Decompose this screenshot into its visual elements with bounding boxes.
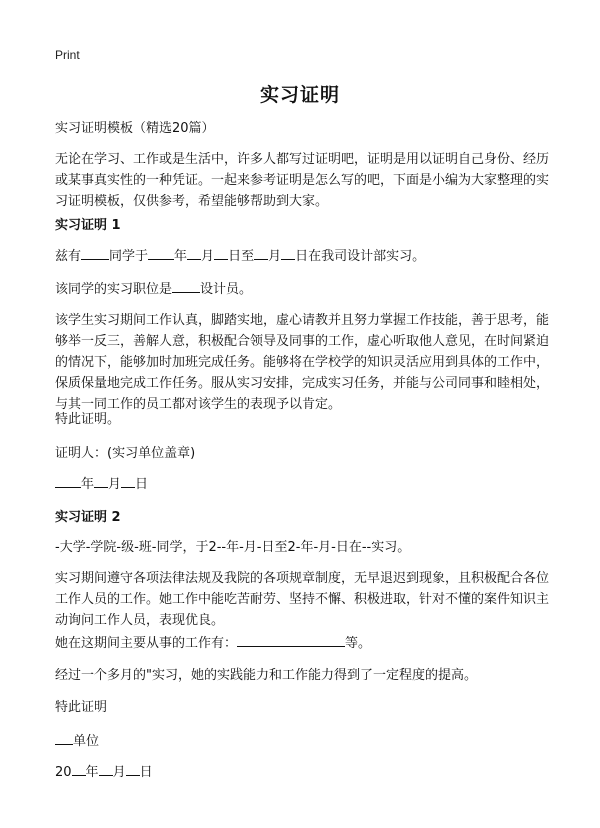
text-segment: 该同学的实习职位是 [55, 282, 173, 297]
text-segment: 单位 [73, 734, 100, 749]
blank-line [237, 638, 345, 647]
section2-date [55, 762, 550, 783]
blank-line [254, 246, 268, 260]
blank-line [72, 762, 86, 776]
blank-line [126, 762, 140, 776]
blank-line [214, 246, 228, 260]
blank-line [121, 474, 135, 488]
blank-line [55, 731, 73, 745]
section2-work [55, 633, 550, 654]
text-segment: 年 [81, 477, 95, 492]
text-segment: 月 [268, 249, 282, 264]
section1-closing: 特此证明。 [55, 412, 121, 427]
blank-line [94, 474, 108, 488]
text-segment: 设计员。 [200, 282, 253, 297]
text-segment: 月 [201, 249, 215, 264]
blank-line [172, 279, 200, 293]
section1-line2 [55, 279, 550, 300]
text-segment: 同学于 [109, 249, 149, 264]
section2-closing: 特此证明 [55, 700, 108, 715]
text-segment: 月 [112, 765, 126, 780]
text-segment: 兹有 [55, 249, 82, 264]
text-segment: 她在这期间主要从事的工作有： [55, 636, 238, 651]
document-subtitle: 实习证明模板（精选20篇） [55, 121, 215, 136]
text-segment: 年 [174, 249, 188, 264]
blank-line [187, 246, 201, 260]
blank-line [55, 474, 81, 488]
blank-line [81, 246, 109, 260]
text-segment: 20 [55, 765, 72, 780]
text-segment: 日 [135, 477, 149, 492]
blank-line [281, 246, 295, 260]
section2-line1: -大学-学院-级-班-同学，于2--年-月-日至2-年-月-日在--实习。 [55, 540, 411, 555]
text-segment: 年 [85, 765, 99, 780]
text-segment: 日在我司设计部实习。 [295, 249, 426, 264]
document-title: 实习证明 [259, 84, 340, 106]
text-segment: 月 [108, 477, 122, 492]
section2-growth: 经过一个多月的"实习，她的实践能力和工作能力得到了一定程度的提高。 [55, 668, 477, 683]
section1-heading: 实习证明 1 [55, 218, 121, 233]
section2-heading: 实习证明 2 [55, 510, 121, 525]
print-link[interactable]: Print [55, 48, 80, 62]
text-segment: 日 [139, 765, 153, 780]
text-segment: 日至 [228, 249, 255, 264]
section1-line1 [55, 246, 550, 267]
section2-unit [55, 731, 550, 752]
section1-certifier: 证明人：(实习单位盖章) [55, 446, 196, 461]
text-segment: 等。 [345, 636, 372, 651]
section2-body: 实习期间遵守各项法律法规及我院的各项规章制度，无早退迟到现象，且积极配合各位工作人员的工作。她工作中能吃苦耐劳、坚持不懈、积极进取，针对不懂的案件知识主动询问工作人员，表现优良。 [55, 571, 550, 628]
intro-paragraph: 无论在学习、工作或是生活中，许多人都写过证明吧，证明是用以证明自己身份、经历或某事真实性的一种凭证。一起来参考证明是怎么写的吧，下面是小编为大家整理的实习证明模板，仅供参考，希望能够帮助到大家。 [55, 152, 550, 209]
blank-line [99, 762, 113, 776]
blank-line [148, 246, 174, 260]
section1-date [55, 474, 550, 495]
section1-body: 该学生实习期间工作认真，脚踏实地，虚心请教并且努力掌握工作技能，善于思考，能够举一反三，善解人意，积极配合领导及同事的工作，虚心听取他人意见，在时间紧迫的情况下，能够加时加班完成任务。能够将在学校学的知识灵活应用到具体的工作中，保质保量地完成工作任务。服从实习安排，完成实习任务，并能与公司同事和睦相处，与其一同工作的员工都对该学生的表现予以肯定。 [55, 313, 550, 412]
